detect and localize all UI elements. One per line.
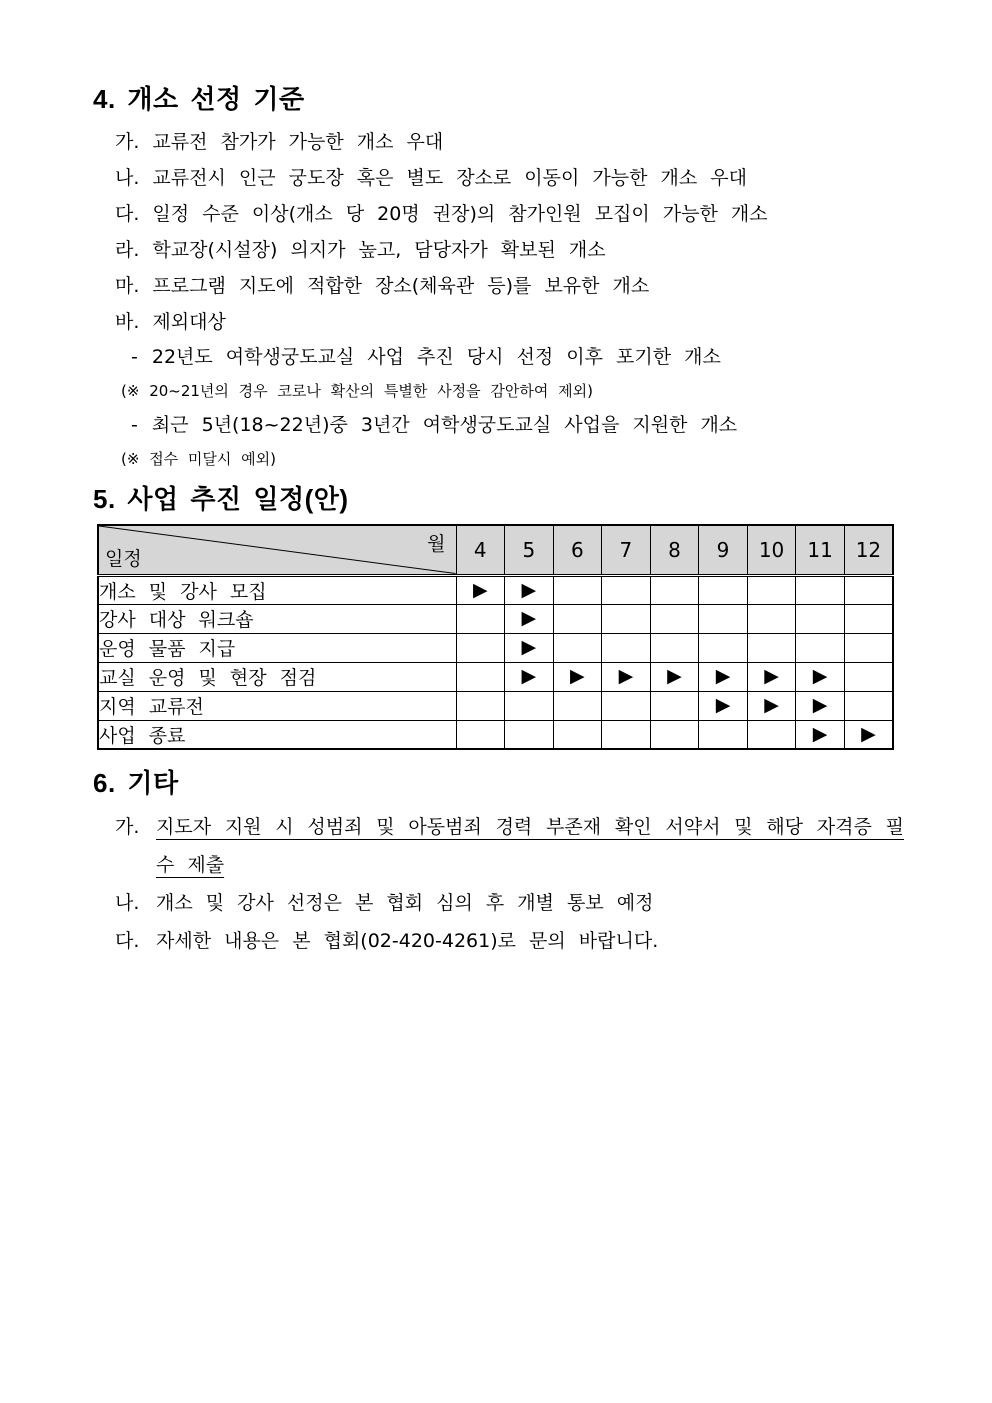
schedule-mark-cell [553, 691, 602, 720]
item-label: 마. [115, 275, 140, 297]
list-item [93, 196, 904, 232]
schedule-mark-cell: ▶ [699, 691, 748, 720]
item-label: 가. [115, 816, 140, 838]
section-5-title: 사업 추진 일정(안) [127, 484, 349, 514]
dash-bullet: - [131, 346, 138, 368]
schedule-mark-cell [456, 720, 505, 749]
exclusion-note: (※ 20~21년의 경우 코로나 확산의 특별한 사정을 감안하여 제외) [121, 382, 593, 400]
section-4-number: 4. [93, 84, 116, 114]
schedule-mark-cell: ▶ [602, 662, 651, 691]
schedule-mark-cell [844, 691, 893, 720]
item-label: 가. [115, 131, 140, 153]
schedule-mark-cell [553, 633, 602, 662]
item-label: 나. [115, 167, 140, 189]
exclusion-text: 22년도 여학생궁도교실 사업 추진 당시 선정 이후 포기한 개소 [151, 346, 721, 368]
schedule-mark-cell [699, 720, 748, 749]
task-label: 지역 교류전 [98, 691, 456, 720]
task-label: 교실 운영 및 현장 점검 [98, 662, 456, 691]
schedule-row [98, 633, 893, 662]
schedule-row [98, 575, 893, 604]
exclusion-item [93, 408, 904, 443]
schedule-mark-cell: ▶ [505, 604, 554, 633]
schedule-mark-cell [456, 604, 505, 633]
list-item [93, 160, 904, 196]
item-text: 일정 수준 이상(개소 당 20명 권장)의 참가인원 모집이 가능한 개소 [152, 203, 768, 225]
schedule-mark-cell [553, 720, 602, 749]
corner-month-label: 월 [427, 533, 446, 555]
schedule-table [97, 524, 894, 750]
month-header: 5 [505, 525, 554, 575]
schedule-mark-cell [553, 604, 602, 633]
schedule-row [98, 662, 893, 691]
month-header: 7 [602, 525, 651, 575]
item-label: 바. [115, 311, 140, 333]
schedule-corner-cell [98, 525, 456, 575]
schedule-mark-cell [844, 575, 893, 604]
schedule-mark-cell [699, 604, 748, 633]
section-4-title: 개소 선정 기준 [127, 84, 305, 114]
schedule-mark-cell [602, 720, 651, 749]
list-item [93, 304, 904, 340]
schedule-mark-cell: ▶ [505, 662, 554, 691]
section-5-number: 5. [93, 484, 116, 514]
schedule-mark-cell [650, 720, 699, 749]
exclusion-note: (※ 접수 미달시 예외) [121, 450, 277, 468]
month-header: 9 [699, 525, 748, 575]
month-header: 4 [456, 525, 505, 575]
schedule-mark-cell [456, 691, 505, 720]
schedule-mark-cell [456, 662, 505, 691]
schedule-mark-cell [699, 633, 748, 662]
section-6-items [93, 808, 904, 960]
schedule-mark-cell [650, 575, 699, 604]
list-item [93, 884, 904, 922]
schedule-mark-cell: ▶ [747, 662, 796, 691]
item-label: 다. [115, 203, 140, 225]
schedule-mark-cell [796, 575, 845, 604]
task-label: 강사 대상 워크숍 [98, 604, 456, 633]
list-item [93, 124, 904, 160]
section-4-heading [93, 0, 904, 114]
schedule-mark-cell: ▶ [505, 633, 554, 662]
schedule-mark-cell [553, 575, 602, 604]
section-schedule [93, 484, 904, 750]
schedule-mark-cell: ▶ [505, 575, 554, 604]
schedule-mark-cell: ▶ [553, 662, 602, 691]
schedule-row [98, 604, 893, 633]
schedule-mark-cell [796, 604, 845, 633]
schedule-mark-cell [505, 720, 554, 749]
corner-task-label: 일정 [105, 547, 142, 570]
item-label: 라. [115, 239, 140, 261]
item-text: 교류전 참가가 가능한 개소 우대 [152, 131, 444, 153]
section-6-number: 6. [93, 768, 116, 798]
month-header: 11 [796, 525, 845, 575]
section-selection-criteria [93, 0, 904, 476]
schedule-mark-cell [747, 720, 796, 749]
schedule-mark-cell [602, 604, 651, 633]
month-header: 12 [844, 525, 893, 575]
schedule-mark-cell [844, 604, 893, 633]
list-item [93, 808, 904, 884]
dash-bullet: - [131, 414, 138, 436]
schedule-row [98, 691, 893, 720]
schedule-mark-cell: ▶ [650, 662, 699, 691]
schedule-mark-cell: ▶ [796, 662, 845, 691]
item-text-underlined: 지도자 지원 시 성범죄 및 아동범죄 경력 부존재 확인 서약서 및 해당 자격증 필수 제출 [156, 816, 904, 876]
exclusion-item [93, 340, 904, 375]
schedule-mark-cell [602, 633, 651, 662]
item-label: 나. [115, 892, 140, 914]
list-item [93, 268, 904, 304]
item-text: 자세한 내용은 본 협회(02-420-4261)로 문의 바랍니다. [156, 930, 659, 952]
item-text: 교류전시 인근 궁도장 혹은 별도 장소로 이동이 가능한 개소 우대 [152, 167, 747, 189]
item-text: 프로그램 지도에 적합한 장소(체육관 등)를 보유한 개소 [152, 275, 650, 297]
schedule-mark-cell [650, 633, 699, 662]
section-5-heading [93, 484, 904, 514]
section-6-title: 기타 [127, 768, 179, 798]
schedule-mark-cell [602, 575, 651, 604]
schedule-mark-cell [796, 633, 845, 662]
section-6-heading [93, 768, 904, 798]
schedule-mark-cell [456, 633, 505, 662]
item-text: 학교장(시설장) 의지가 높고, 담당자가 확보된 개소 [152, 239, 606, 261]
schedule-mark-cell [602, 691, 651, 720]
schedule-mark-cell [844, 633, 893, 662]
month-header: 6 [553, 525, 602, 575]
task-label: 사업 종료 [98, 720, 456, 749]
list-item [93, 232, 904, 268]
schedule-header-row [98, 525, 893, 575]
schedule-mark-cell [747, 604, 796, 633]
list-item [93, 922, 904, 960]
schedule-mark-cell: ▶ [747, 691, 796, 720]
item-text: 제외대상 [152, 311, 226, 333]
schedule-mark-cell [747, 633, 796, 662]
schedule-mark-cell [650, 691, 699, 720]
schedule-mark-cell [844, 662, 893, 691]
section-4-items [93, 124, 904, 476]
diagonal-divider-icon [99, 526, 456, 574]
section-etc [93, 768, 904, 960]
schedule-mark-cell: ▶ [796, 720, 845, 749]
task-label: 운영 물품 지급 [98, 633, 456, 662]
task-label: 개소 및 강사 모집 [98, 575, 456, 604]
schedule-mark-cell: ▶ [456, 575, 505, 604]
schedule-row [98, 720, 893, 749]
item-text: 개소 및 강사 선정은 본 협회 심의 후 개별 통보 예정 [156, 892, 654, 914]
schedule-mark-cell: ▶ [844, 720, 893, 749]
schedule-mark-cell [650, 604, 699, 633]
schedule-mark-cell: ▶ [699, 662, 748, 691]
item-label: 다. [115, 930, 140, 952]
schedule-mark-cell [699, 575, 748, 604]
schedule-mark-cell [747, 575, 796, 604]
exclusion-text: 최근 5년(18~22년)중 3년간 여학생궁도교실 사업을 지원한 개소 [151, 414, 738, 436]
month-header: 10 [747, 525, 796, 575]
month-header: 8 [650, 525, 699, 575]
schedule-mark-cell [505, 691, 554, 720]
schedule-mark-cell: ▶ [796, 691, 845, 720]
